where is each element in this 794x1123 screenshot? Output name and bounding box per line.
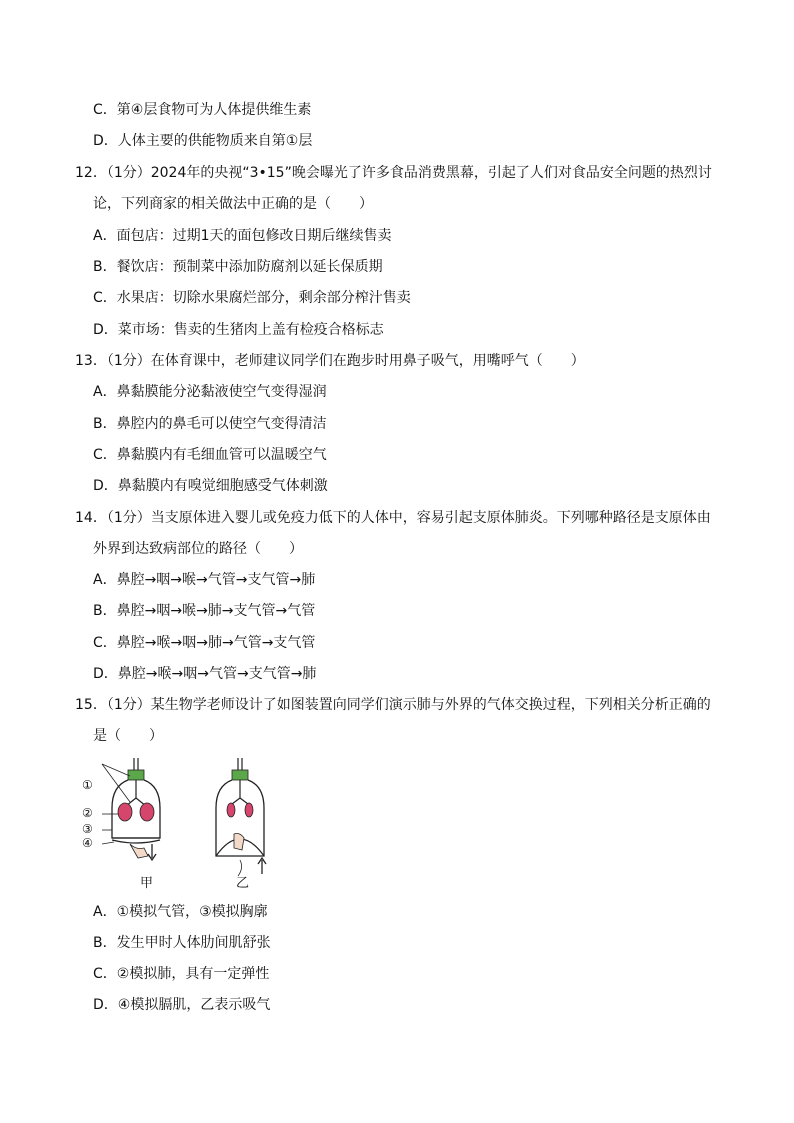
- q14-option-a: A．鼻腔→咽→喉→气管→支气管→肺: [93, 572, 316, 588]
- bell-jar-figure: [82, 756, 290, 896]
- q14-stem-cont: 外界到达致病部位的路径（ ）: [93, 541, 303, 557]
- bell-jar-diagram: [90, 756, 290, 896]
- q14-option-b: B．鼻腔→咽→喉→肺→支气管→气管: [93, 603, 316, 619]
- figure-caption-left: 甲: [140, 876, 154, 891]
- q15-option-b: B．发生甲时人体肋间肌舒张: [93, 935, 271, 951]
- q12-option-c: C．水果店：切除水果腐烂部分，剩余部分榨汁售卖: [93, 290, 411, 306]
- hand-left: [130, 844, 148, 858]
- q15-stem-cont: 是（ ）: [93, 728, 163, 744]
- q11-option-d: D．人体主要的供能物质来自第①层: [93, 133, 313, 149]
- q15-option-a: A．①模拟气管，③模拟胸廓: [93, 904, 268, 920]
- q14-option-c: C．鼻腔→喉→咽→肺→气管→支气管: [93, 635, 316, 651]
- stopper-left: [128, 770, 144, 780]
- q12-stem-cont: 论，下列商家的相关做法中正确的是（ ）: [93, 196, 373, 212]
- q13-option-a: A．鼻黏膜能分泌黏液使空气变得湿润: [93, 384, 327, 400]
- lung-right-b: [245, 803, 253, 817]
- figure-label-2: ②: [82, 806, 93, 820]
- q15-stem: 15．（1分）某生物学老师设计了如图装置向同学们演示肺与外界的气体交换过程，下列相关分析正确的: [75, 697, 711, 713]
- lung-left-b: [140, 803, 154, 821]
- q12-option-d: D．菜市场：售卖的生猪肉上盖有检疫合格标志: [93, 322, 384, 338]
- q13-option-d: D．鼻黏膜内有嗅觉细胞感受气体刺激: [93, 478, 328, 494]
- q13-stem: 13．（1分）在体育课中，老师建议同学们在跑步时用鼻子吸气，用嘴呼气（ ）: [75, 353, 585, 369]
- figure-label-1: ①: [82, 778, 93, 792]
- q15-option-d: D．④模拟膈肌，乙表示吸气: [93, 997, 271, 1013]
- jar-right: [216, 758, 266, 876]
- q15-option-c: C．②模拟肺，具有一定弹性: [93, 966, 270, 982]
- figure-label-4: ④: [82, 836, 93, 850]
- q12-option-b: B．餐饮店：预制菜中添加防腐剂以延长保质期: [93, 259, 383, 275]
- figure-label-3: ③: [82, 822, 93, 836]
- q12-stem: 12．（1分）2024年的央视“3•15”晚会曝光了许多食品消费黑幕，引起了人们对食品安全问题的热烈讨: [75, 165, 712, 181]
- q14-stem: 14．（1分）当支原体进入婴儿或免疫力低下的人体中，容易引起支原体肺炎。下列哪种路径是支原体由: [75, 510, 711, 526]
- lung-left-a: [118, 803, 132, 821]
- stopper-right: [232, 770, 248, 780]
- lung-right-a: [227, 803, 235, 817]
- q13-option-b: B．鼻腔内的鼻毛可以使空气变得清洁: [93, 416, 327, 432]
- figure-caption-right: 乙: [236, 876, 250, 891]
- q13-option-c: C．鼻黏膜内有毛细血管可以温暖空气: [93, 447, 327, 463]
- q11-option-c: C．第④层食物可为人体提供维生素: [93, 102, 312, 118]
- jar-left: [102, 758, 160, 860]
- membrane-left: [112, 840, 160, 843]
- hand-right: [234, 834, 244, 851]
- q14-option-d: D．鼻腔→喉→咽→气管→支气管→肺: [93, 666, 317, 682]
- q12-option-a: A．面包店：过期1天的面包修改日期后继续售卖: [93, 228, 392, 244]
